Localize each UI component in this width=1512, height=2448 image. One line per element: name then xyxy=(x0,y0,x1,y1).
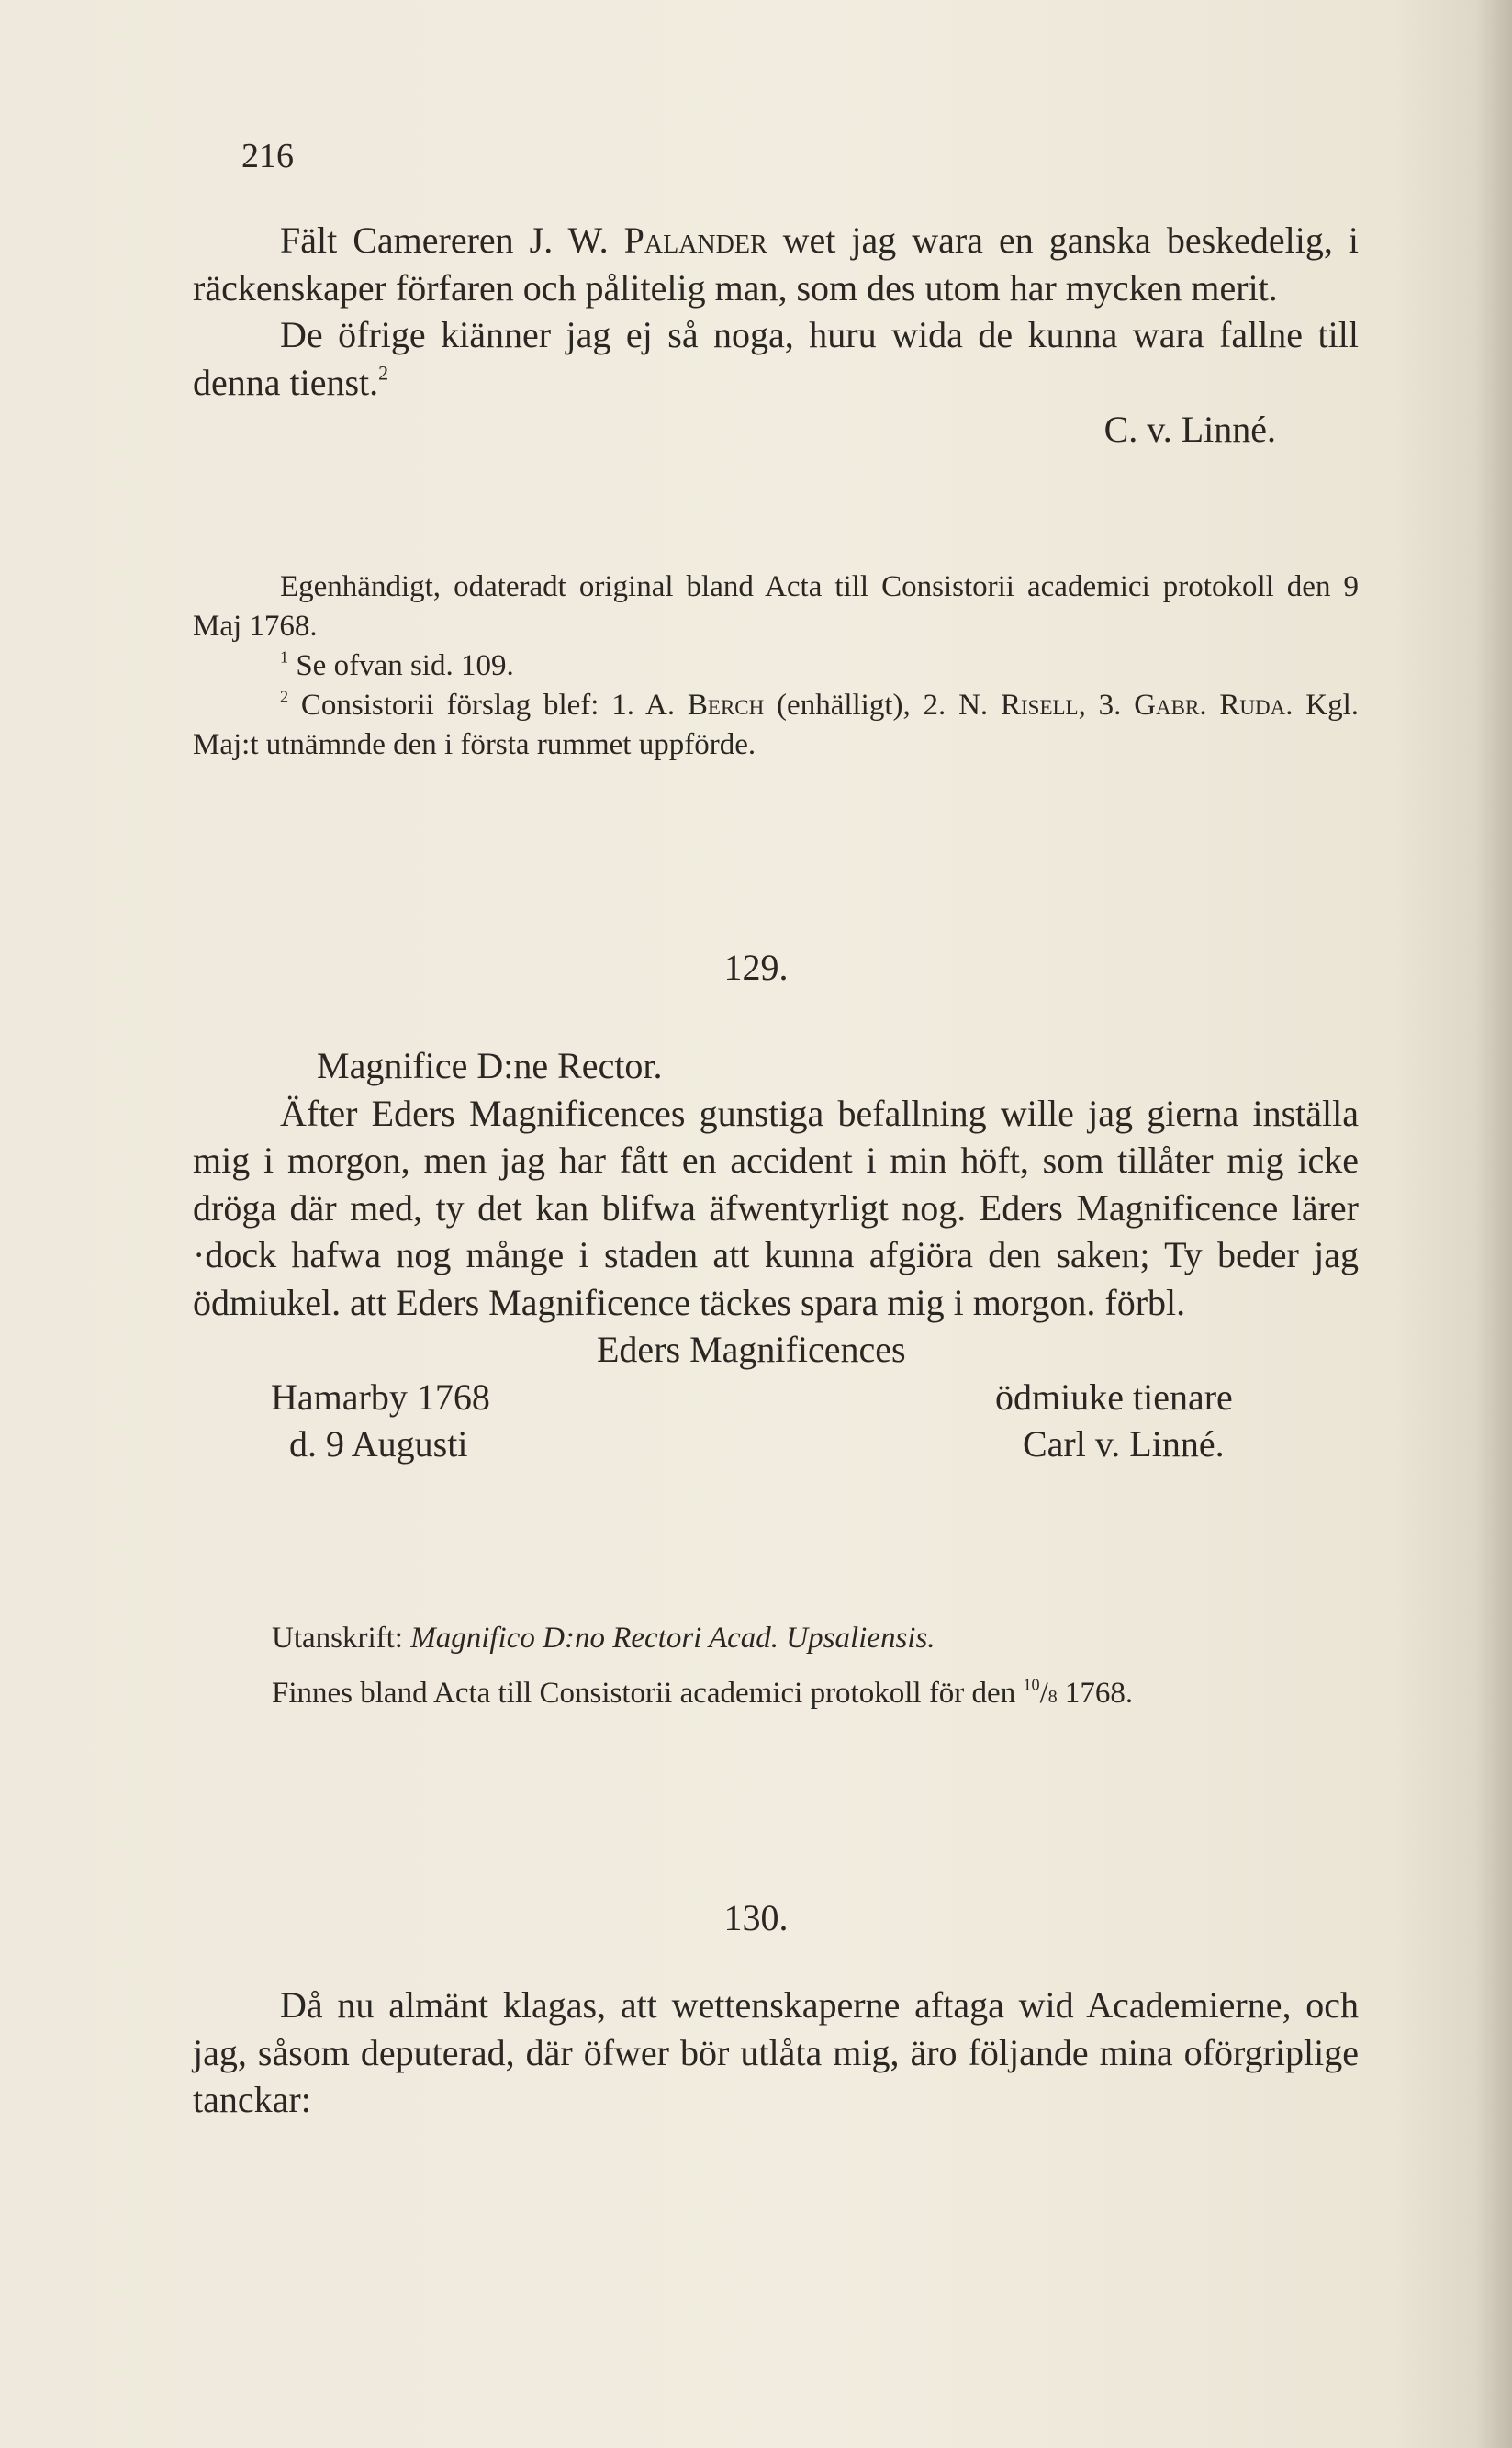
closing: Eders Magnificences xyxy=(597,1329,906,1370)
signature: Carl v. Linné. xyxy=(1023,1422,1225,1465)
paragraph-palander: Fält Camereren J. W. Palander wet jag wara en ganska beskedelig, i räckenskaper förfaren och pålitelig man, som des utom har mycken merit. xyxy=(193,219,1359,309)
page-edge-shadow xyxy=(1475,0,1512,2448)
place-date-signature xyxy=(193,1374,1359,1468)
source-line: Finnes bland Acta till Consistorii academici protokoll för den $^{10}$/8 1768. xyxy=(272,1675,1134,1710)
paragraph-others: De öfrige kiänner jag ej så noga, huru wida de kunna wara fallne till denna tienst.$^2$ xyxy=(193,314,1359,403)
place: Hamarby 1768 xyxy=(271,1376,490,1418)
signature-top: C. v. Linné. xyxy=(1103,409,1276,450)
address-line: Utanskrift: Magnifico D:no Rectori Acad. Upsaliensis. xyxy=(272,1622,935,1655)
salutation: Magnifice D:ne Rector. xyxy=(317,1045,663,1086)
letter-129-body: Äfter Eders Magnificences gunstiga befallning wille jag gierna inställa mig i morgon, men jag har fått en accident i min höft, som tillåter mig icke dröga där med, ty det kan blifwa äfwentyrligt nog. Eders Magnificence lärer ·dock hafwa nog månge i staden att kunna afgiöra den saken; Ty beder jag ödmiukel. att Eders Magnificence täckes spara mig i morgon. förbl. xyxy=(193,1092,1359,1323)
page-number: 216 xyxy=(241,137,294,175)
footnote-2: $^2$ Consistorii förslag blef: 1. A. Berch (enhälligt), 2. N. Risell, 3. Gabr. Ruda. Kgl. Maj:t utnämnde den i första rummet uppförde. xyxy=(193,687,1360,761)
letter-129-notes xyxy=(193,1619,1359,1717)
letter-130 xyxy=(193,1982,1359,2124)
source-note: Egenhändigt, odateradt original bland Acta till Consistorii academici protokoll den 9 Maj 1768. xyxy=(193,570,1359,643)
letter-129 xyxy=(193,1042,1359,1468)
footnote-ref-2: 2 xyxy=(378,361,389,384)
letter-end-block xyxy=(193,217,1359,454)
source-notes xyxy=(193,567,1359,765)
address: Magnifico D:no Rectori Acad. Upsaliensis. xyxy=(410,1622,935,1655)
date: d. 9 Augusti xyxy=(289,1422,468,1465)
footnote-1: $^1$ Se ofvan sid. 109. xyxy=(280,647,514,682)
letter-number-130: 130. xyxy=(723,1897,789,1938)
letter-number-129: 129. xyxy=(723,947,789,988)
name-palander: Palander xyxy=(623,219,767,261)
servant: ödmiuke tienare xyxy=(995,1376,1233,1418)
letter-130-body: Då nu almänt klagas, att wettenskaperne aftaga wid Academierne, och jag, såsom deputerad, där öfwer bör utlåta mig, äro följande mina oförgriplige tanckar: xyxy=(193,1984,1359,2120)
